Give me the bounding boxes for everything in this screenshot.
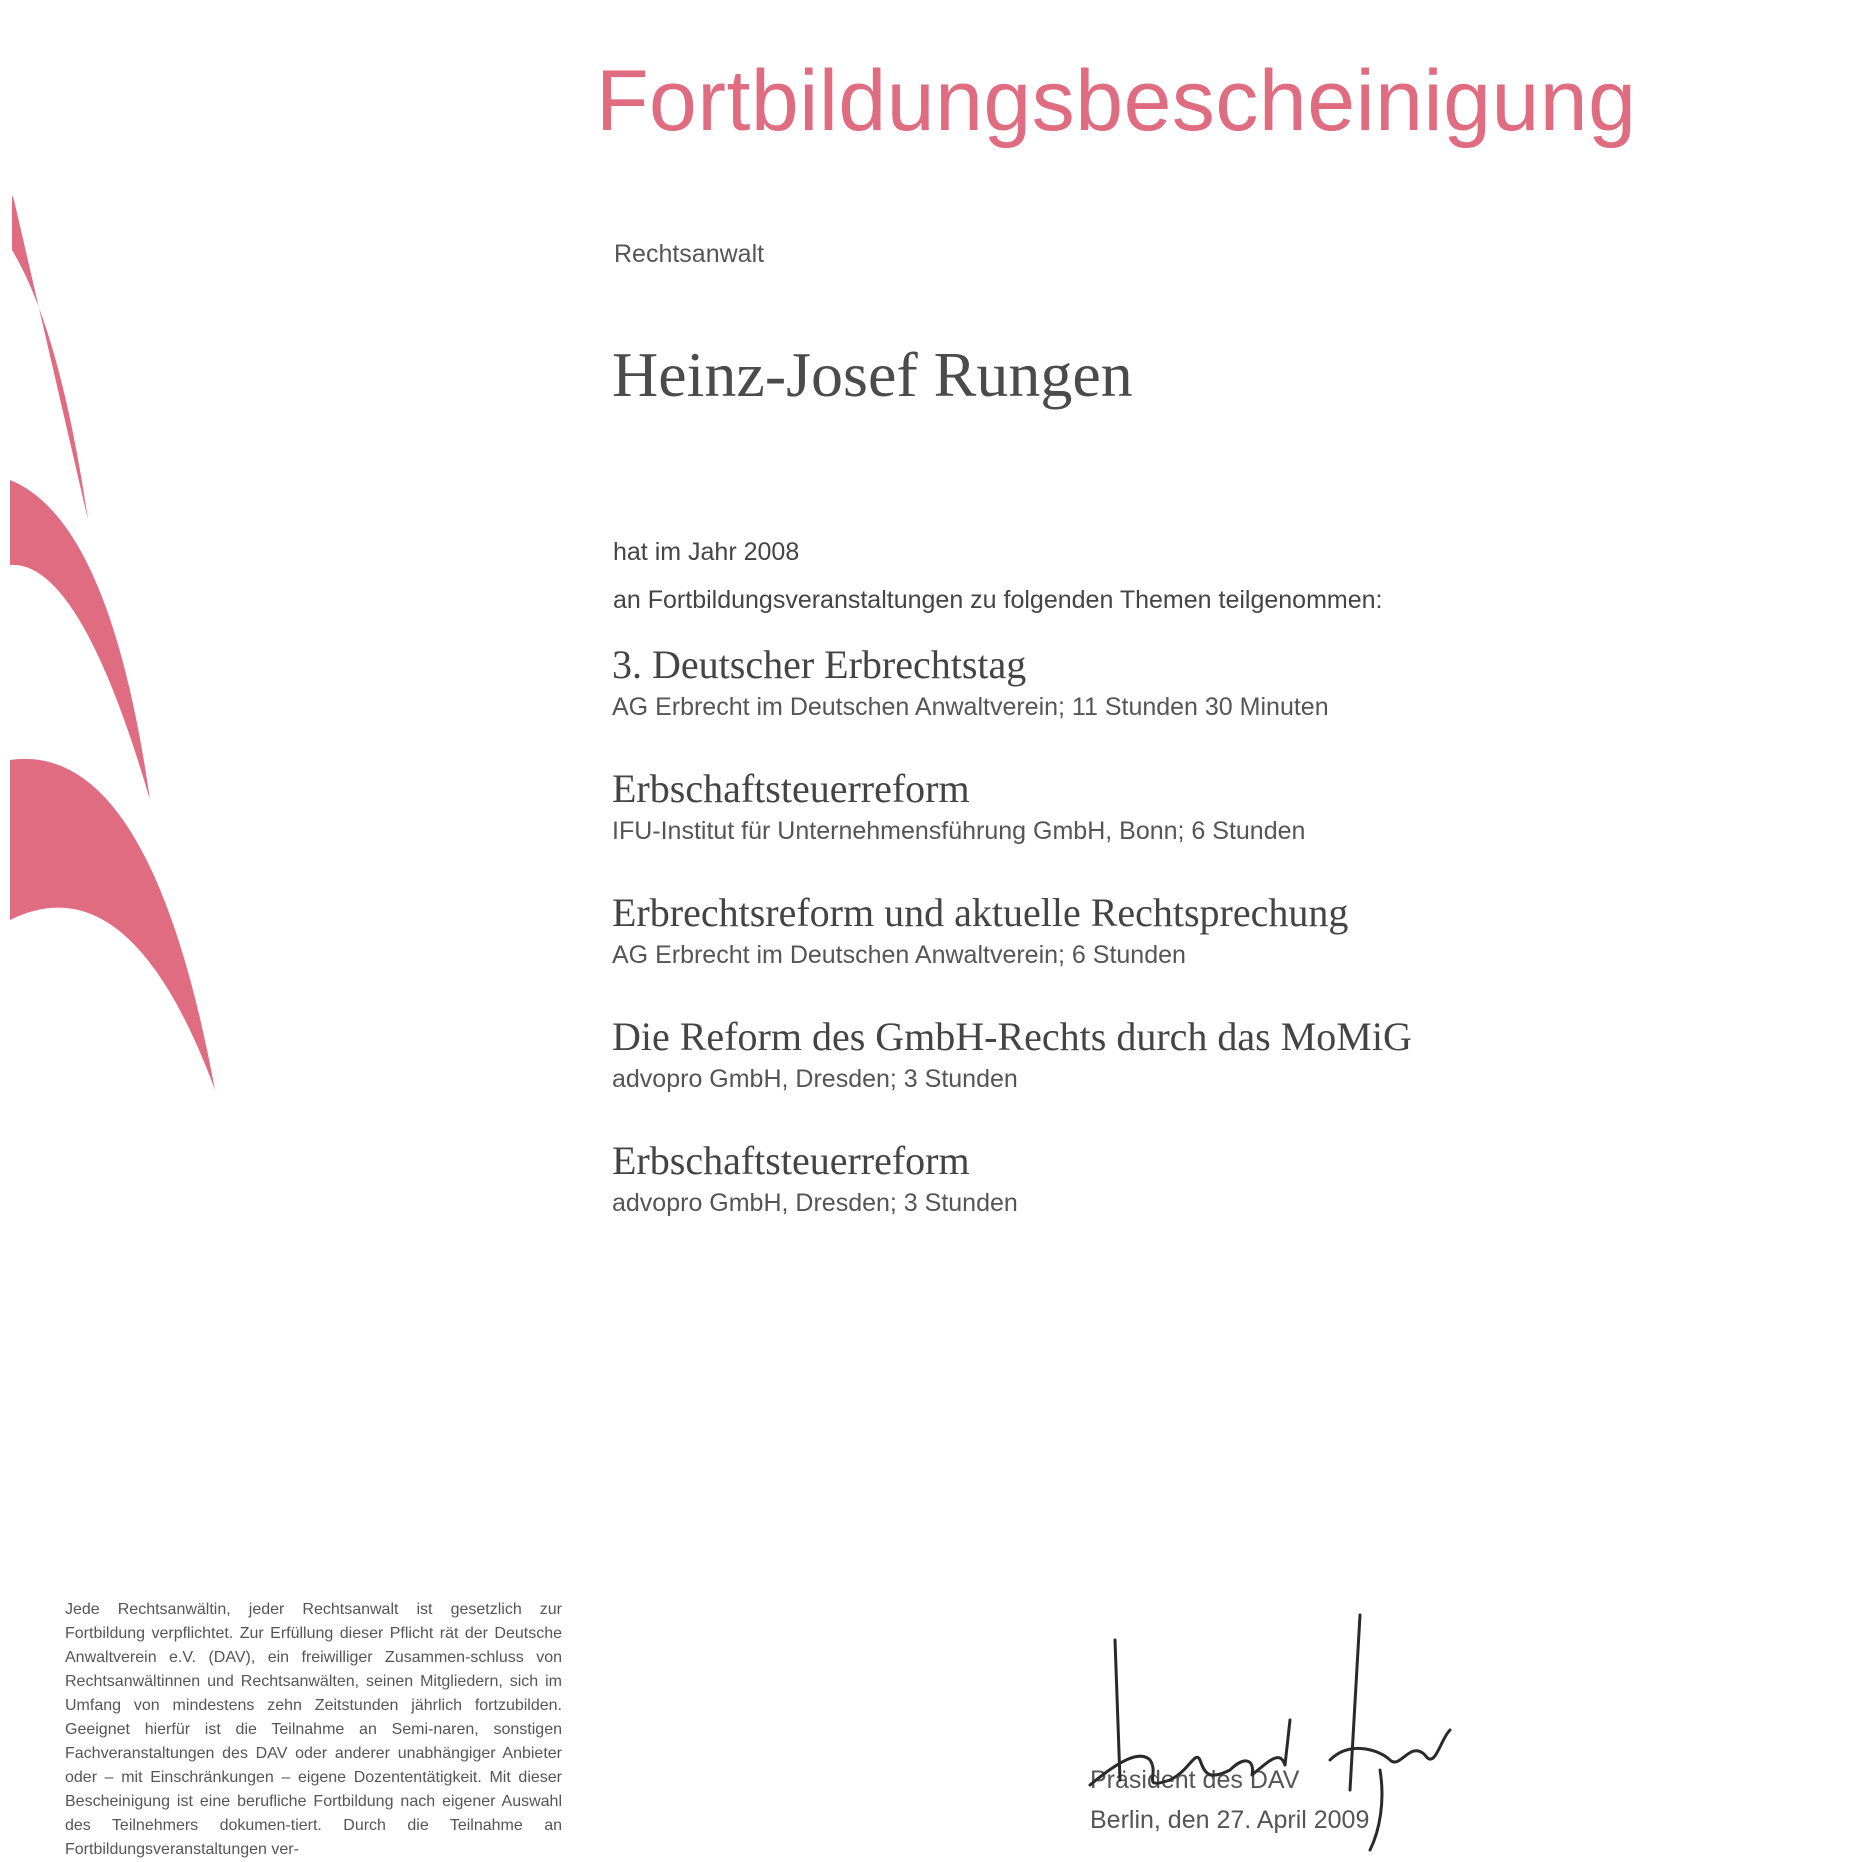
place-and-date: Berlin, den 27. April 2009 (1090, 1806, 1370, 1834)
topic-item (612, 1136, 1712, 1260)
topic-detail: AG Erbrecht im Deutschen Anwaltverein; 11 Stunden 30 Minuten (612, 693, 1329, 721)
recipient-salutation: Rechtsanwalt (614, 240, 765, 268)
certificate-title: Fortbildungsbescheinigung (596, 53, 1637, 149)
intro-text (613, 528, 1382, 624)
decorative-swoosh-graphic (0, 0, 260, 1120)
signatory-role: Präsident des DAV (1090, 1766, 1300, 1794)
topic-item (612, 764, 1712, 888)
topic-title: Die Reform des GmbH-Rechts durch das MoMiG (612, 1014, 1412, 1059)
topic-title: Erbschaftsteuerreform (612, 766, 970, 811)
legal-footnote: Jede Rechtsanwältin, jeder Rechtsanwalt ist gesetzlich zur Fortbildung verpflichtet. Zur Erfüllung dieser Pflicht rät der Deutsche Anwaltverein e.V. (DAV), ein freiwilliger Zusammen-schluss von Rechtsanwältinnen und Rechtsanwälten, seinen Mitgliedern, sich im Umfang von mindestens zehn Zeitstunden jährlich fortzubilden. Geeignet hierfür ist die Teilnahme an Semi-naren, sonstigen Fachveranstaltungen des DAV oder anderer unabhängiger Anbieter oder – mit Einschränkungen – eigene Dozententätigkeit. Mit dieser Bescheinigung ist eine berufliche Fortbildung nach eigener Auswahl des Teilnehmers dokumen-tiert. Durch die Teilnahme an Fortbildungsveranstaltungen ver- (65, 1601, 562, 1858)
recipient-name: Heinz-Josef Rungen (612, 339, 1133, 410)
topic-item (612, 640, 1712, 764)
intro-line-topics: an Fortbildungsveranstaltungen zu folgenden Themen teilgenommen: (613, 586, 1383, 614)
topic-item (612, 1012, 1712, 1136)
topic-detail: advopro GmbH, Dresden; 3 Stunden (612, 1189, 1018, 1217)
topic-detail: advopro GmbH, Dresden; 3 Stunden (612, 1065, 1018, 1093)
intro-line-year: hat im Jahr 2008 (613, 538, 800, 566)
topic-detail: AG Erbrecht im Deutschen Anwaltverein; 6 Stunden (612, 941, 1186, 969)
handwritten-signature (1080, 1610, 1460, 1860)
topic-title: Erbrechtsreform und aktuelle Rechtsprechung (612, 890, 1349, 935)
topic-title: Erbschaftsteuerreform (612, 1138, 970, 1183)
topic-title: 3. Deutscher Erbrechtstag (612, 642, 1027, 687)
topic-list (612, 640, 1712, 1260)
topic-item (612, 888, 1712, 1012)
topic-detail: IFU-Institut für Unternehmensführung GmbH, Bonn; 6 Stunden (612, 817, 1306, 845)
